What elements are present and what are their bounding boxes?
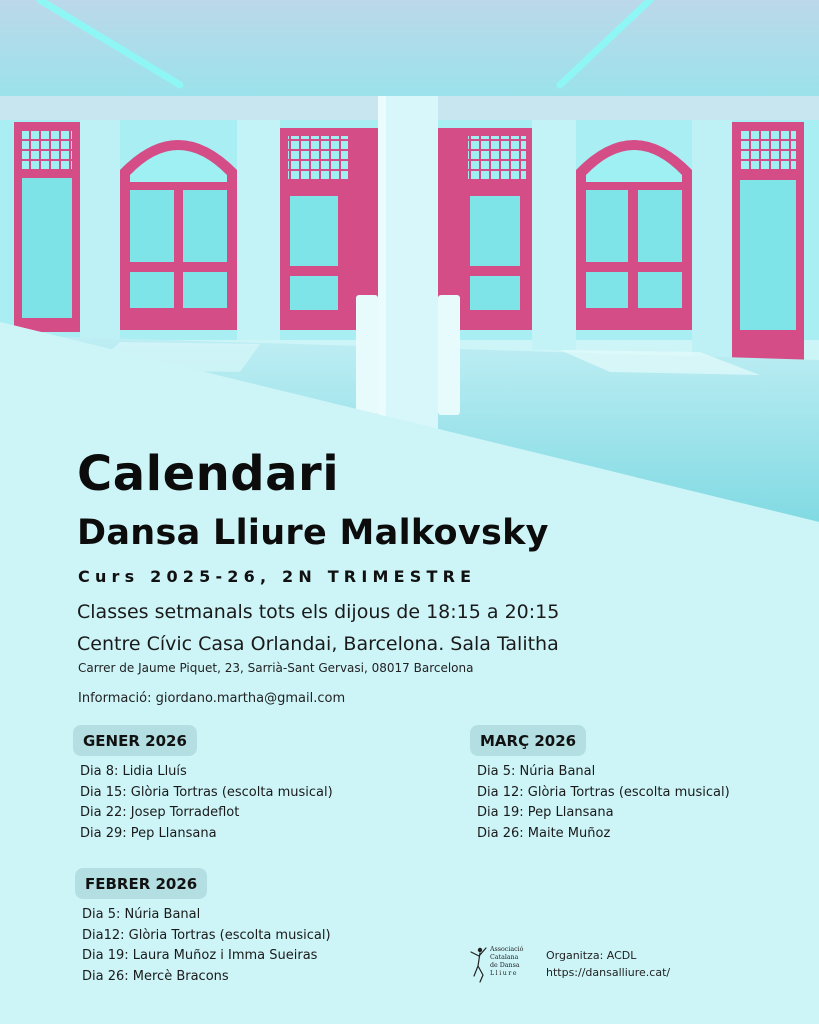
session-item: Dia 19: Laura Muñoz i Imma Sueiras xyxy=(82,948,318,964)
session-list-gener xyxy=(80,762,333,844)
session-item: Dia 15: Glòria Tortras (escolta musical) xyxy=(80,784,333,800)
session-item: Dia 5: Núria Banal xyxy=(82,907,201,922)
venue-line: Centre Cívic Casa Orlandai, Barcelona. Sala Talitha xyxy=(77,633,559,655)
page-subtitle: Dansa Lliure Malkovsky xyxy=(77,513,549,553)
session-item: Dia 8: Lidia Lluís xyxy=(80,764,187,779)
venue-address: Carrer de Jaume Piquet, 23, Sarrià-Sant Gervasi, 08017 Barcelona xyxy=(78,661,474,675)
session-item: Dia 12: Glòria Tortras (escolta musical) xyxy=(477,784,730,800)
session-list-marc xyxy=(477,762,730,844)
dancer-figure-icon xyxy=(471,948,486,982)
month-label-gener: GENER 2026 xyxy=(73,725,197,756)
logo-line: Lliure xyxy=(490,970,519,977)
session-item: Dia12: Glòria Tortras (escolta musical) xyxy=(82,927,331,943)
month-marc xyxy=(470,725,730,844)
organizer-block xyxy=(546,947,670,981)
organizer-url[interactable]: https://dansalliure.cat/ xyxy=(546,966,671,979)
acdl-logo xyxy=(468,942,536,990)
month-gener xyxy=(73,725,333,844)
page-title: Calendari xyxy=(77,446,340,502)
organizer-label: Organitza: ACDL xyxy=(546,949,637,962)
session-item: Dia 26: Maite Muñoz xyxy=(477,825,611,841)
logo-line: Associació xyxy=(490,946,524,953)
month-label-marc: MARÇ 2026 xyxy=(470,725,586,756)
contact-info: Informació: giordano.martha@gmail.com xyxy=(78,691,346,706)
logo-line: de Dansa xyxy=(490,962,520,969)
schedule-line: Classes setmanals tots els dijous de 18:15 a 20:15 xyxy=(77,601,560,623)
session-list-febrer xyxy=(82,905,331,987)
month-label-febrer: FEBRER 2026 xyxy=(75,868,207,899)
month-febrer xyxy=(75,868,331,987)
session-item: Dia 5: Núria Banal xyxy=(477,764,596,779)
session-item: Dia 22: Josep Torradeflot xyxy=(80,805,240,821)
course-term: Curs 2025-26, 2N TRIMESTRE xyxy=(78,567,477,586)
logo-line: Catalana xyxy=(490,954,519,961)
session-item: Dia 19: Pep Llansana xyxy=(477,805,614,821)
session-item: Dia 29: Pep Llansana xyxy=(80,825,217,841)
session-item: Dia 26: Mercè Bracons xyxy=(82,968,229,984)
